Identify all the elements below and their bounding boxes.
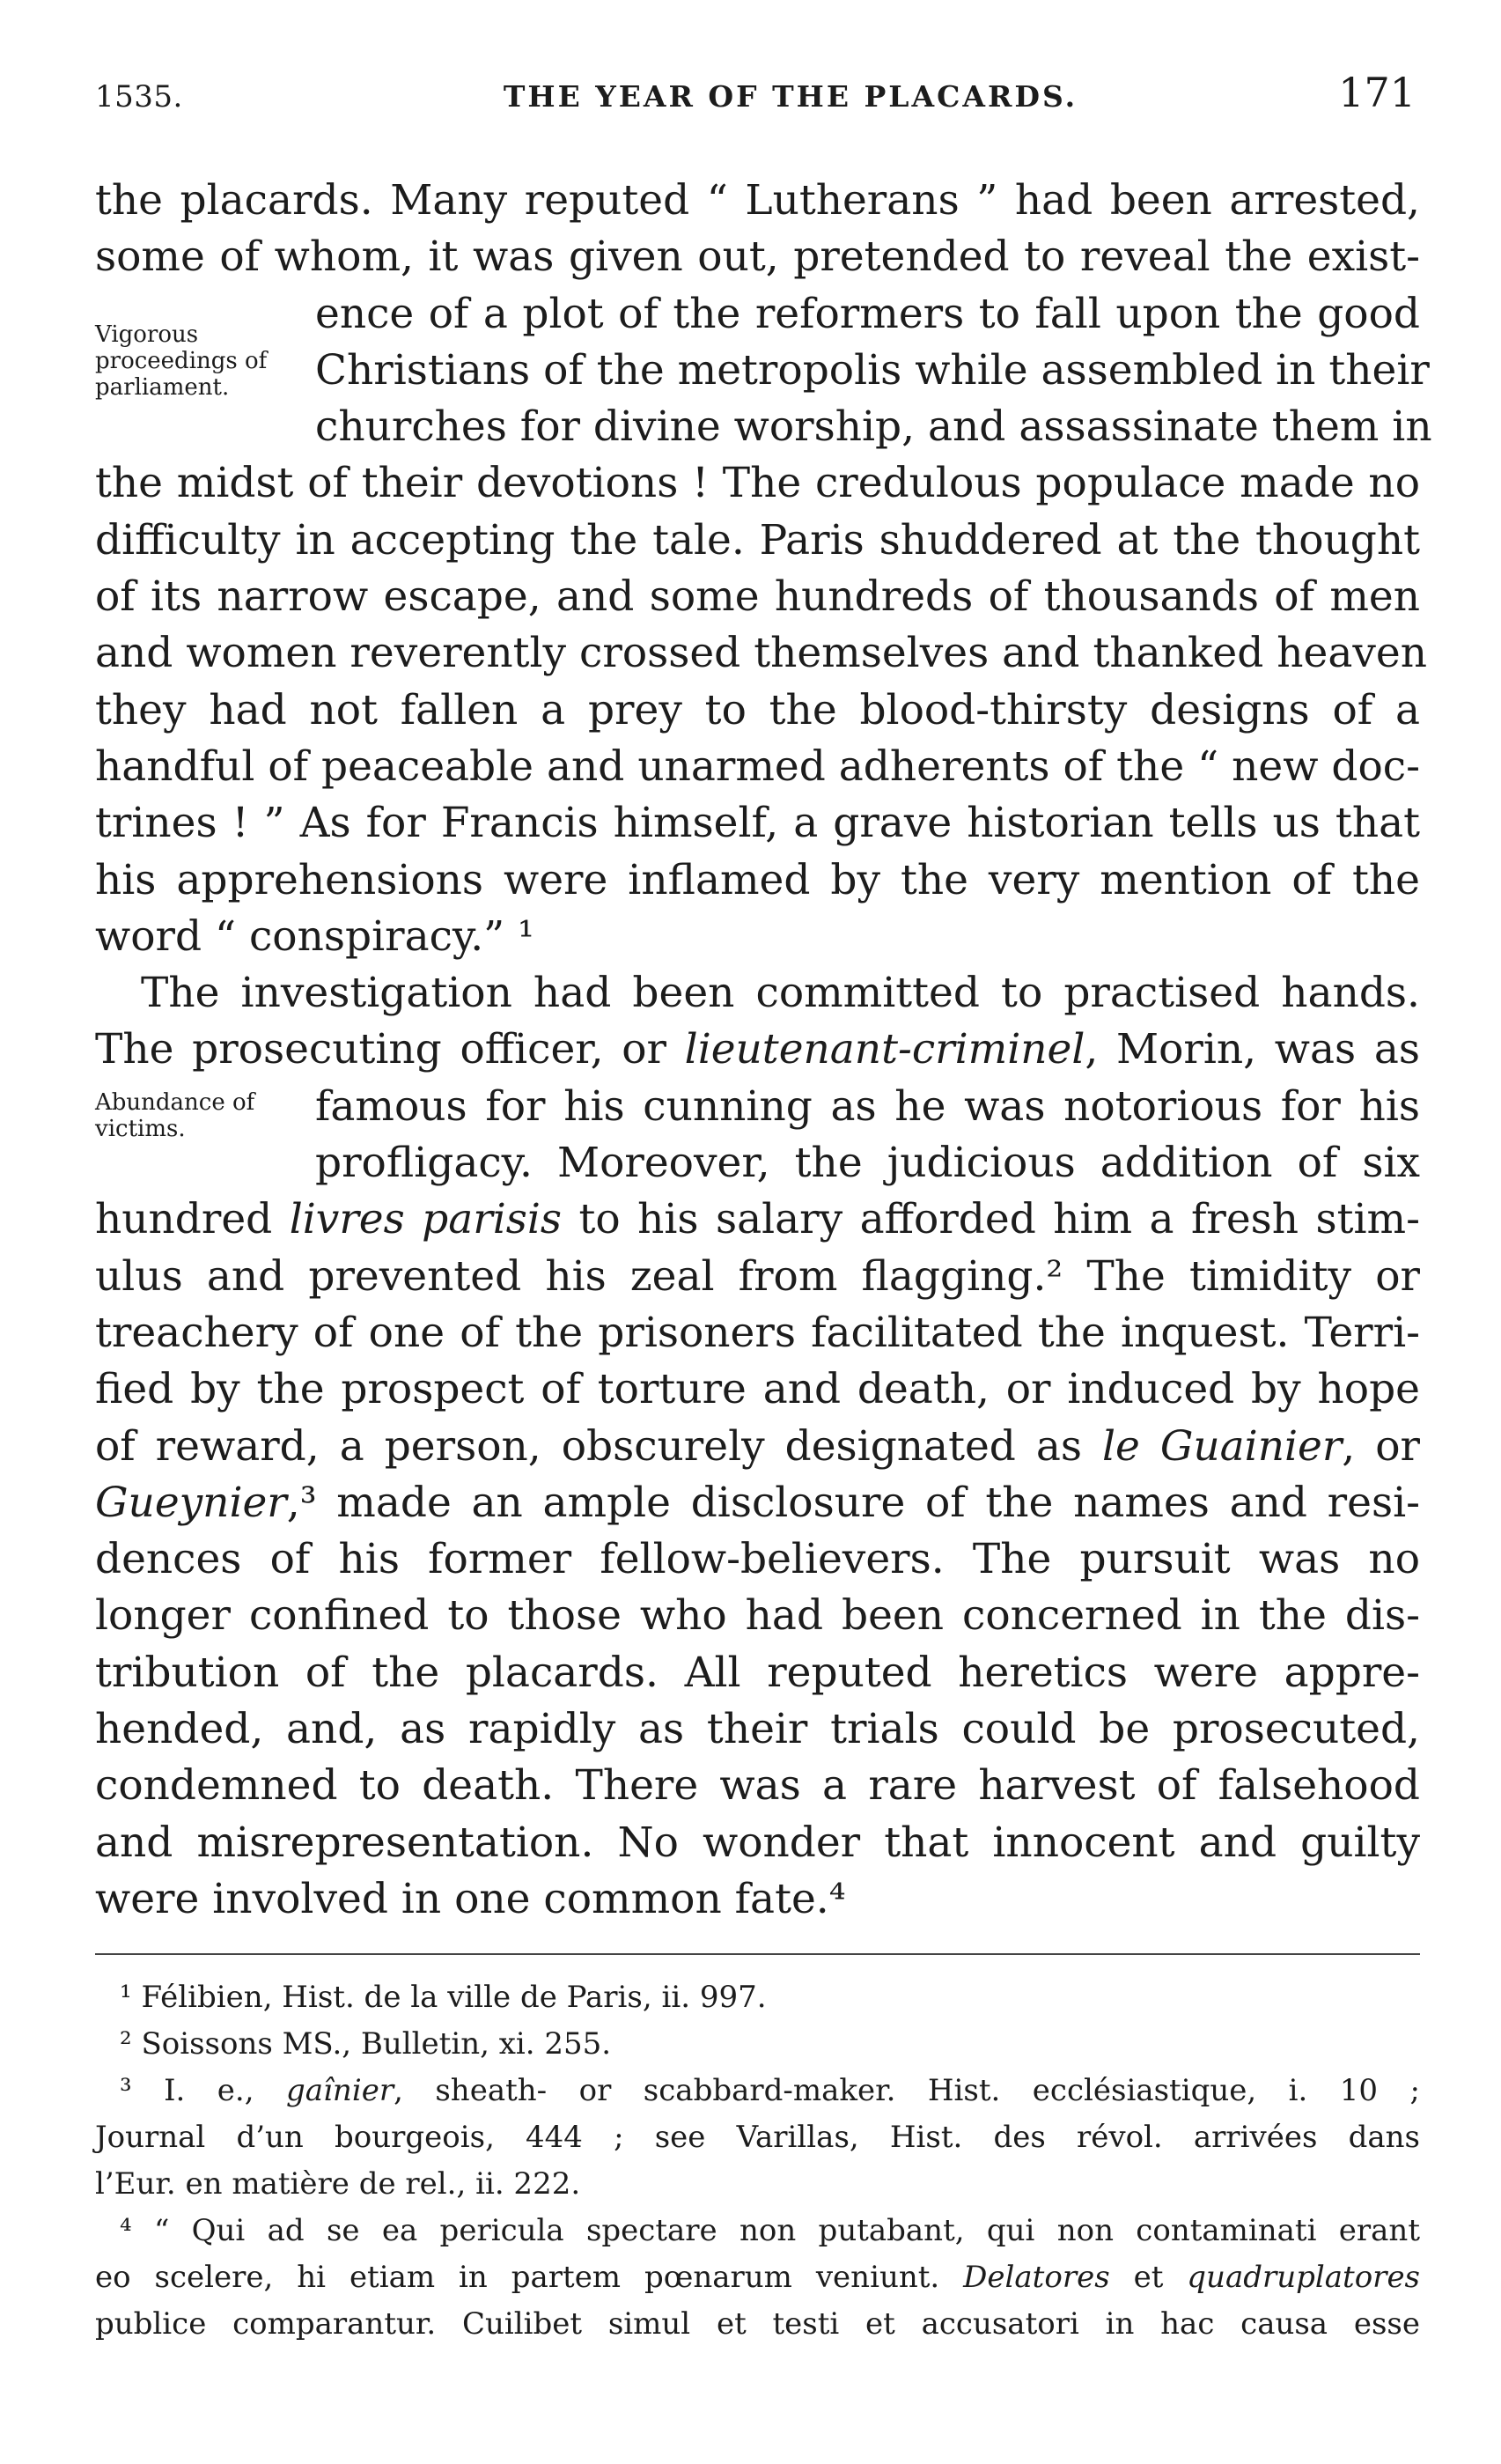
footnote-4-cont: eo scelere, hi etiam in partem pœnarum veniunt. Delatores et quadruplatores (95, 2260, 1421, 2295)
italic-term: quadruplatores (1187, 2260, 1421, 2295)
text-line: Christians of the metropolis while assembled in their (315, 345, 1430, 395)
text-line: tribution of the placards. All reputed heretics were appre- (95, 1648, 1420, 1697)
text-line: Gueynier,³ made an ample disclosure of the names and resi- (95, 1478, 1420, 1527)
text-line: the midst of their devotions ! The credulous populace made no (95, 459, 1420, 508)
text-line: the placards. Many reputed “ Lutherans ” had been arrested, (95, 176, 1420, 225)
footnote-3-cont: l’Eur. en matière de rel., ii. 222. (95, 2166, 581, 2202)
header-title: THE YEAR OF THE PLACARDS. (503, 79, 1078, 114)
text-line: ence of a plot of the reformers to fall upon the good (315, 289, 1420, 338)
header-year: 1535. (95, 79, 183, 114)
italic-term: gaînier (286, 2073, 394, 2108)
italic-term: le Guainier (1102, 1421, 1343, 1471)
text-line: hundred livres parisis to his salary afforded him a fresh stim- (95, 1195, 1420, 1244)
footnote-4: ⁴ “ Qui ad se ea pericula spectare non putabant, qui non contaminati erant (120, 2213, 1420, 2248)
page-number: 171 (1338, 69, 1416, 116)
sidenote-block-vigorous (95, 286, 1432, 456)
text-line: and women reverently crossed themselves and thanked heaven (95, 629, 1427, 678)
footnote-4-cont: publice comparantur. Cuilibet simul et testi et accusatori in hac causa esse (95, 2306, 1420, 2342)
footnote-2: ² Soissons MS., Bulletin, xi. 255. (120, 2026, 612, 2062)
text-line: trines ! ” As for Francis himself, a grave historian tells us that (95, 799, 1420, 848)
footnote-3-cont: Journal d’un bourgeois, 444 ; see Varillas, Hist. des révol. arrivées dans (95, 2120, 1420, 2155)
italic-term: lieutenant-criminel (684, 1025, 1085, 1074)
italic-term: Delatores (963, 2260, 1110, 2295)
footnotes (95, 1974, 1420, 2348)
text-line: and misrepresentation. No wonder that innocent and guilty (95, 1818, 1420, 1867)
text-line: fied by the prospect of torture and death, or induced by hope (95, 1365, 1420, 1414)
text-line: The investigation had been committed to practised hands. (141, 969, 1420, 1018)
running-header (95, 69, 1416, 130)
text-line: difficulty in accepting the tale. Paris shuddered at the thought (95, 515, 1420, 564)
footnote-divider (95, 1953, 1420, 1955)
footnote-1: ¹ Félibien, Hist. de la ville de Paris, ii. 997. (120, 1980, 767, 2015)
text-line: handful of peaceable and unarmed adherents of the “ new doc- (95, 741, 1420, 791)
italic-term: Gueynier (95, 1478, 287, 1527)
text-line: The prosecuting officer, or lieutenant-criminel, Morin, was as (95, 1025, 1420, 1074)
text-line: were involved in one common fate.⁴ (95, 1874, 846, 1923)
text-line: of reward, a person, obscurely designated as le Guainier, or (95, 1421, 1420, 1471)
text-line: condemned to death. There was a rare harvest of falsehood (95, 1761, 1420, 1811)
main-text (95, 173, 1432, 1928)
text-line: of its narrow escape, and some hundreds of thousands of men (95, 572, 1420, 622)
text-line: churches for divine worship, and assassinate them in (315, 402, 1432, 452)
sidenote-block-abundance (95, 1079, 1420, 1192)
text-line: ulus and prevented his zeal from flagging.² The timidity or (95, 1251, 1420, 1301)
text-line: hended, and, as rapidly as their trials could be prosecuted, (95, 1705, 1420, 1754)
text-line: his apprehensions were inflamed by the very mention of the (95, 855, 1420, 904)
text-line: some of whom, it was given out, pretended to reveal the exist- (95, 232, 1420, 282)
sidenote-vigorous: Vigorous proceedings of parliament. (95, 321, 268, 401)
text-line: they had not fallen a prey to the blood-thirsty designs of a (95, 685, 1420, 734)
italic-term: livres parisis (289, 1195, 563, 1244)
sidenote-abundance: Abundance of victims. (95, 1088, 255, 1142)
text-line: treachery of one of the prisoners facilitated the inquest. Terri- (95, 1308, 1420, 1357)
text-line: famous for his cunning as he was notorious for his (315, 1081, 1420, 1131)
footnote-3: ³ I. e., gaînier, sheath- or scabbard-maker. Hist. ecclésiastique, i. 10 ; (120, 2073, 1420, 2108)
text-line: profligacy. Moreover, the judicious addition of six (315, 1139, 1420, 1188)
text-line: word “ conspiracy.” ¹ (95, 911, 534, 961)
text-line: longer confined to those who had been concerned in the dis- (95, 1591, 1420, 1641)
text-line: dences of his former fellow-believers. The pursuit was no (95, 1535, 1420, 1584)
